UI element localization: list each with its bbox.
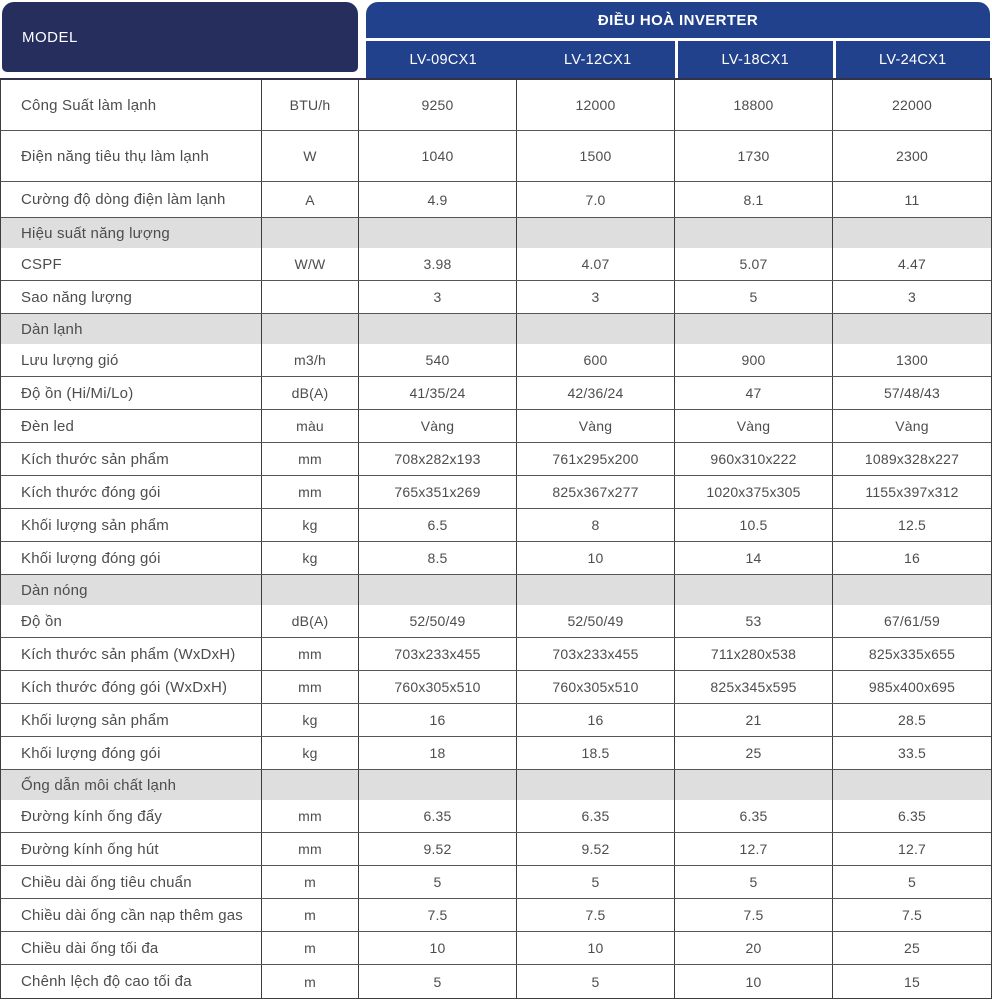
row-value-lv12cx1: 600 bbox=[517, 344, 675, 376]
row-value-lv24cx1: 12.5 bbox=[897, 517, 927, 533]
row-unit: kg bbox=[262, 737, 359, 769]
row-value-lv12cx1: 42/36/24 bbox=[517, 377, 675, 409]
row-label: Chiều dài ống cần nạp thêm gas bbox=[1, 899, 262, 931]
spec-row bbox=[1, 410, 991, 443]
row-unit bbox=[262, 314, 359, 344]
model-column-lv24cx1: LV-24CX1 bbox=[833, 41, 991, 78]
row-unit bbox=[262, 281, 359, 313]
row-value-lv18cx1 bbox=[675, 314, 833, 344]
row-value-lv12cx1: 760x305x510 bbox=[517, 671, 675, 703]
row-unit: m bbox=[262, 866, 359, 898]
spec-row bbox=[1, 80, 991, 131]
row-value-lv24cx1: 5 bbox=[908, 874, 916, 890]
row-value-lv24cx1 bbox=[833, 575, 991, 605]
row-unit: mm bbox=[262, 800, 359, 832]
row-value-lv09cx1: 18 bbox=[359, 737, 517, 769]
row-value-lv18cx1 bbox=[675, 218, 833, 248]
row-value-lv18cx1: 20 bbox=[675, 932, 833, 964]
row-value-lv09cx1: 10 bbox=[359, 932, 517, 964]
row-value-lv18cx1: 10.5 bbox=[675, 509, 833, 541]
spec-row bbox=[1, 248, 991, 281]
row-value-lv18cx1: 7.5 bbox=[675, 899, 833, 931]
row-unit: m bbox=[262, 932, 359, 964]
row-value-lv12cx1: 703x233x455 bbox=[517, 638, 675, 670]
row-value-lv24cx1: 12.7 bbox=[897, 841, 927, 857]
row-value-lv18cx1 bbox=[675, 770, 833, 800]
row-value-lv12cx1: 7.0 bbox=[517, 182, 675, 217]
row-unit: mm bbox=[262, 638, 359, 670]
row-value-lv12cx1: Vàng bbox=[517, 410, 675, 442]
row-value-lv09cx1: 765x351x269 bbox=[359, 476, 517, 508]
spec-row bbox=[1, 605, 991, 638]
row-value-lv18cx1: 825x345x595 bbox=[675, 671, 833, 703]
row-label: Sao năng lượng bbox=[1, 281, 262, 313]
row-value-lv24cx1: 1089x328x227 bbox=[864, 451, 960, 467]
spec-table-body bbox=[0, 78, 992, 999]
spec-row bbox=[1, 932, 991, 965]
row-unit bbox=[262, 575, 359, 605]
row-label: Đường kính ống hút bbox=[1, 833, 262, 865]
row-label: Độ ồn bbox=[1, 605, 262, 637]
row-value-lv24cx1: 28.5 bbox=[897, 712, 927, 728]
row-unit: mm bbox=[262, 833, 359, 865]
row-value-lv09cx1 bbox=[359, 314, 517, 344]
spec-row bbox=[1, 281, 991, 314]
spec-row bbox=[1, 377, 991, 410]
spec-row bbox=[1, 800, 991, 833]
row-value-lv12cx1: 825x367x277 bbox=[517, 476, 675, 508]
row-value-lv09cx1: 6.35 bbox=[359, 800, 517, 832]
row-value-lv24cx1 bbox=[833, 770, 991, 800]
row-label: Độ ồn (Hi/Mi/Lo) bbox=[1, 377, 262, 409]
row-value-lv24cx1: 2300 bbox=[896, 148, 928, 164]
row-value-lv09cx1: 52/50/49 bbox=[359, 605, 517, 637]
row-value-lv12cx1: 5 bbox=[517, 866, 675, 898]
row-unit bbox=[262, 770, 359, 800]
row-unit: A bbox=[262, 182, 359, 217]
spec-row bbox=[1, 542, 991, 575]
row-value-lv24cx1: 1300 bbox=[896, 352, 928, 368]
row-value-lv09cx1: 1040 bbox=[359, 131, 517, 181]
row-value-lv09cx1 bbox=[359, 218, 517, 248]
row-value-lv24cx1: 11 bbox=[904, 191, 920, 208]
row-label: Điện năng tiêu thụ làm lạnh bbox=[1, 131, 262, 181]
model-header-label: MODEL bbox=[22, 28, 78, 46]
row-unit: W/W bbox=[262, 248, 359, 280]
row-value-lv09cx1: 708x282x193 bbox=[359, 443, 517, 475]
row-label: Chiều dài ống tối đa bbox=[1, 932, 262, 964]
spec-row bbox=[1, 638, 991, 671]
model-columns bbox=[366, 41, 990, 78]
row-label: Cường độ dòng điện làm lạnh bbox=[1, 182, 262, 217]
spec-row bbox=[1, 899, 991, 932]
row-value-lv24cx1: 6.35 bbox=[897, 808, 927, 824]
row-value-lv24cx1: 16 bbox=[904, 550, 920, 566]
row-value-lv18cx1: 6.35 bbox=[675, 800, 833, 832]
row-label: Đường kính ống đẩy bbox=[1, 800, 262, 832]
spec-row bbox=[1, 182, 991, 218]
row-value-lv18cx1: 711x280x538 bbox=[675, 638, 833, 670]
spec-row bbox=[1, 344, 991, 377]
row-value-lv18cx1: 10 bbox=[675, 965, 833, 998]
row-unit: dB(A) bbox=[262, 377, 359, 409]
row-value-lv18cx1: 960x310x222 bbox=[675, 443, 833, 475]
row-value-lv24cx1 bbox=[833, 314, 991, 344]
row-unit: m bbox=[262, 965, 359, 998]
row-value-lv24cx1: Vàng bbox=[895, 418, 929, 434]
row-label: Hiệu suất năng lượng bbox=[1, 218, 262, 248]
row-unit: kg bbox=[262, 704, 359, 736]
row-value-lv12cx1: 16 bbox=[517, 704, 675, 736]
row-value-lv09cx1: 6.5 bbox=[359, 509, 517, 541]
row-label: Kích thước sản phẩm bbox=[1, 443, 262, 475]
row-value-lv12cx1 bbox=[517, 314, 675, 344]
row-unit: kg bbox=[262, 509, 359, 541]
inverter-header bbox=[366, 2, 990, 78]
row-label: Chiều dài ống tiêu chuẩn bbox=[1, 866, 262, 898]
row-value-lv18cx1: 900 bbox=[675, 344, 833, 376]
row-value-lv18cx1: 5.07 bbox=[675, 248, 833, 280]
row-value-lv09cx1 bbox=[359, 770, 517, 800]
row-value-lv18cx1: 1730 bbox=[675, 131, 833, 181]
row-value-lv12cx1: 7.5 bbox=[517, 899, 675, 931]
row-value-lv12cx1: 9.52 bbox=[517, 833, 675, 865]
row-value-lv24cx1: 57/48/43 bbox=[883, 385, 941, 401]
row-label: Công Suất làm lạnh bbox=[1, 80, 262, 130]
row-value-lv12cx1: 52/50/49 bbox=[517, 605, 675, 637]
row-unit: mm bbox=[262, 671, 359, 703]
row-value-lv12cx1: 10 bbox=[517, 542, 675, 574]
section-row bbox=[1, 770, 991, 800]
row-value-lv09cx1: Vàng bbox=[359, 410, 517, 442]
row-value-lv12cx1: 10 bbox=[517, 932, 675, 964]
row-value-lv12cx1: 761x295x200 bbox=[517, 443, 675, 475]
row-value-lv12cx1: 1500 bbox=[517, 131, 675, 181]
row-value-lv18cx1: 5 bbox=[675, 866, 833, 898]
spec-row bbox=[1, 866, 991, 899]
row-value-lv18cx1: 14 bbox=[675, 542, 833, 574]
row-value-lv12cx1: 5 bbox=[517, 965, 675, 998]
row-value-lv24cx1: 1155x397x312 bbox=[865, 484, 959, 500]
spec-row bbox=[1, 476, 991, 509]
row-value-lv09cx1: 7.5 bbox=[359, 899, 517, 931]
row-label: Khối lượng sản phẩm bbox=[1, 704, 262, 736]
row-value-lv24cx1: 15 bbox=[904, 973, 920, 990]
row-value-lv12cx1 bbox=[517, 770, 675, 800]
row-unit bbox=[262, 218, 359, 248]
row-label: Dàn lạnh bbox=[1, 314, 262, 344]
model-column-lv09cx1: LV-09CX1 bbox=[409, 51, 477, 68]
spec-row bbox=[1, 737, 991, 770]
row-value-lv24cx1: 825x335x655 bbox=[868, 646, 956, 662]
row-value-lv24cx1 bbox=[833, 218, 991, 248]
row-unit: kg bbox=[262, 542, 359, 574]
spec-row bbox=[1, 671, 991, 704]
row-value-lv09cx1 bbox=[359, 575, 517, 605]
row-value-lv18cx1: 18800 bbox=[675, 80, 833, 130]
row-value-lv24cx1: 25 bbox=[904, 940, 920, 956]
row-value-lv18cx1: 12.7 bbox=[675, 833, 833, 865]
row-value-lv24cx1: 985x400x695 bbox=[868, 679, 956, 695]
row-unit: mm bbox=[262, 443, 359, 475]
row-value-lv12cx1: 18.5 bbox=[517, 737, 675, 769]
spec-row bbox=[1, 443, 991, 476]
row-value-lv09cx1: 5 bbox=[359, 866, 517, 898]
row-label: Lưu lượng gió bbox=[1, 344, 262, 376]
row-value-lv12cx1: 3 bbox=[517, 281, 675, 313]
model-column-lv18cx1: LV-18CX1 bbox=[675, 41, 833, 78]
row-value-lv24cx1: 4.47 bbox=[897, 256, 927, 272]
row-value-lv24cx1: 22000 bbox=[892, 97, 932, 113]
row-value-lv12cx1 bbox=[517, 575, 675, 605]
row-value-lv24cx1: 67/61/59 bbox=[883, 613, 941, 629]
row-value-lv18cx1: 8.1 bbox=[675, 182, 833, 217]
row-value-lv18cx1: 5 bbox=[675, 281, 833, 313]
row-value-lv12cx1: 8 bbox=[517, 509, 675, 541]
row-unit: màu bbox=[262, 410, 359, 442]
row-value-lv18cx1: 53 bbox=[675, 605, 833, 637]
row-unit: mm bbox=[262, 476, 359, 508]
row-value-lv09cx1: 16 bbox=[359, 704, 517, 736]
row-label: Kích thước đóng gói (WxDxH) bbox=[1, 671, 262, 703]
row-value-lv09cx1: 540 bbox=[359, 344, 517, 376]
row-value-lv24cx1: 7.5 bbox=[901, 907, 923, 923]
row-value-lv24cx1: 33.5 bbox=[897, 745, 927, 761]
group-title: ĐIỀU HOÀ INVERTER bbox=[597, 11, 759, 29]
row-value-lv09cx1: 3.98 bbox=[359, 248, 517, 280]
model-header-cell bbox=[2, 2, 358, 72]
row-value-lv18cx1: 21 bbox=[675, 704, 833, 736]
row-value-lv09cx1: 760x305x510 bbox=[359, 671, 517, 703]
row-unit: BTU/h bbox=[262, 80, 359, 130]
row-value-lv12cx1 bbox=[517, 218, 675, 248]
row-value-lv09cx1: 4.9 bbox=[359, 182, 517, 217]
section-row bbox=[1, 575, 991, 605]
row-value-lv09cx1: 9250 bbox=[359, 80, 517, 130]
model-column-lv12cx1: LV-12CX1 bbox=[564, 51, 632, 68]
row-value-lv09cx1: 41/35/24 bbox=[359, 377, 517, 409]
row-label: Dàn nóng bbox=[1, 575, 262, 605]
row-value-lv12cx1: 12000 bbox=[517, 80, 675, 130]
row-value-lv09cx1: 3 bbox=[359, 281, 517, 313]
spec-row bbox=[1, 131, 991, 182]
section-row bbox=[1, 218, 991, 248]
row-unit: m3/h bbox=[262, 344, 359, 376]
row-label: Khối lượng đóng gói bbox=[1, 542, 262, 574]
row-value-lv09cx1: 8.5 bbox=[359, 542, 517, 574]
row-label: Kích thước sản phẩm (WxDxH) bbox=[1, 638, 262, 670]
row-value-lv18cx1: 25 bbox=[675, 737, 833, 769]
row-value-lv12cx1: 6.35 bbox=[517, 800, 675, 832]
row-label: Chênh lệch độ cao tối đa bbox=[1, 965, 262, 998]
row-value-lv12cx1: 4.07 bbox=[517, 248, 675, 280]
table-header bbox=[0, 0, 992, 78]
row-label: Ống dẫn môi chất lạnh bbox=[1, 770, 262, 800]
spec-row bbox=[1, 704, 991, 737]
row-unit: W bbox=[262, 131, 359, 181]
row-label: Khối lượng sản phẩm bbox=[1, 509, 262, 541]
section-row bbox=[1, 314, 991, 344]
row-value-lv09cx1: 9.52 bbox=[359, 833, 517, 865]
row-label: Kích thước đóng gói bbox=[1, 476, 262, 508]
spec-row bbox=[1, 833, 991, 866]
row-value-lv18cx1: 47 bbox=[675, 377, 833, 409]
row-value-lv18cx1 bbox=[675, 575, 833, 605]
spec-row bbox=[1, 965, 991, 998]
row-label: CSPF bbox=[1, 248, 262, 280]
spec-row bbox=[1, 509, 991, 542]
row-value-lv18cx1: 1020x375x305 bbox=[675, 476, 833, 508]
row-value-lv24cx1: 3 bbox=[908, 289, 916, 305]
row-label: Đèn led bbox=[1, 410, 262, 442]
row-label: Khối lượng đóng gói bbox=[1, 737, 262, 769]
row-value-lv09cx1: 703x233x455 bbox=[359, 638, 517, 670]
row-unit: dB(A) bbox=[262, 605, 359, 637]
row-unit: m bbox=[262, 899, 359, 931]
row-value-lv09cx1: 5 bbox=[359, 965, 517, 998]
row-value-lv18cx1: Vàng bbox=[675, 410, 833, 442]
